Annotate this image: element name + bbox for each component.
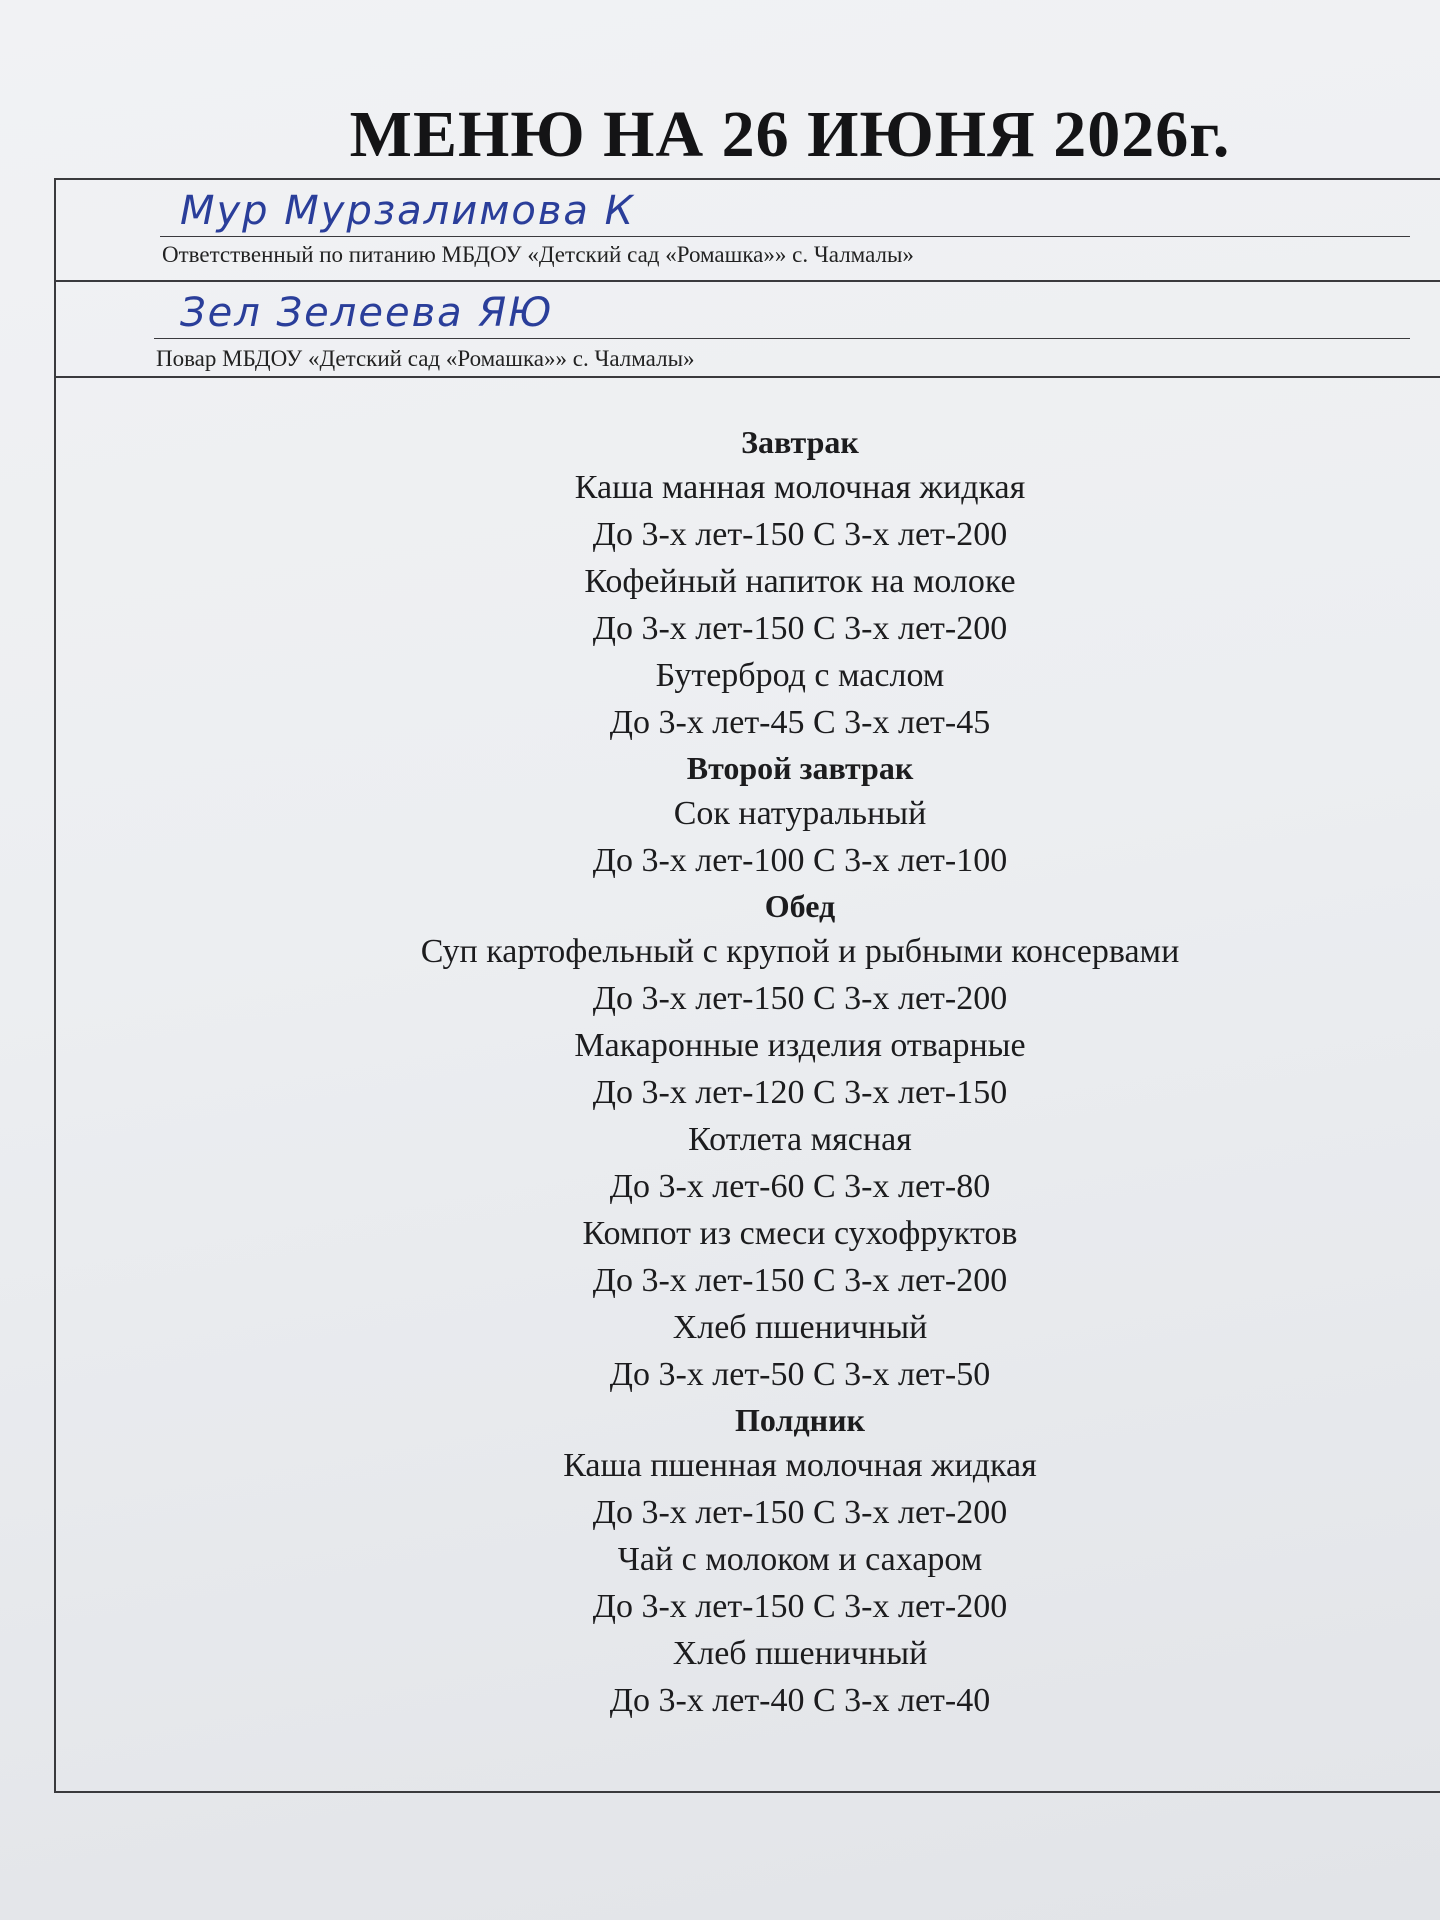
dish-name: Компот из смеси сухофруктов [582, 1215, 1018, 1252]
dish-portion: До 3-х лет-60 С 3-х лет-80 [609, 1168, 991, 1205]
meal-title: Обед [764, 888, 836, 924]
meal-title: Полдник [735, 1402, 865, 1438]
page-title: МЕНЮ НА 26 ИЮНЯ 2026г. [349, 98, 1231, 171]
dish-name: Каша манная молочная жидкая [574, 469, 1026, 506]
meal-title: Завтрак [741, 424, 859, 460]
dish-portion: До 3-х лет-150 С 3-х лет-200 [592, 1262, 1008, 1299]
signature-responsible-handwriting: Мур Мурзалимова К [180, 188, 636, 234]
dish-name: Хлеб пшеничный [672, 1309, 928, 1346]
signature-caption-responsible: Ответственный по питанию МБДОУ «Детский сад «Ромашка»» с. Чалмалы» [162, 242, 914, 267]
signature-cook-handwriting: Зел Зелеева ЯЮ [180, 290, 554, 336]
dish-portion: До 3-х лет-150 С 3-х лет-200 [592, 980, 1008, 1017]
dish-portion: До 3-х лет-50 С 3-х лет-50 [609, 1356, 991, 1393]
signature-line-responsible [160, 236, 1410, 237]
dish-name: Сок натуральный [673, 795, 927, 832]
dish-name: Каша пшенная молочная жидкая [563, 1447, 1037, 1484]
dish-portion: До 3-х лет-100 С 3-х лет-100 [592, 842, 1008, 879]
signature-caption-cook: Повар МБДОУ «Детский сад «Ромашка»» с. Чалмалы» [156, 346, 695, 371]
dish-portion: До 3-х лет-45 С 3-х лет-45 [609, 704, 991, 741]
dish-portion: До 3-х лет-40 С 3-х лет-40 [609, 1682, 991, 1719]
dish-name: Суп картофельный с крупой и рыбными консервами [420, 933, 1180, 970]
dish-portion: До 3-х лет-150 С 3-х лет-200 [592, 1494, 1008, 1531]
header-divider [54, 376, 1440, 378]
dish-portion: До 3-х лет-150 С 3-х лет-200 [592, 610, 1008, 647]
dish-name: Макаронные изделия отварные [574, 1027, 1026, 1064]
dish-name: Кофейный напиток на молоке [584, 563, 1016, 600]
dish-name: Котлета мясная [688, 1121, 912, 1158]
dish-name: Бутерброд с маслом [655, 657, 945, 694]
signature-divider [54, 280, 1440, 282]
dish-portion: До 3-х лет-150 С 3-х лет-200 [592, 1588, 1008, 1625]
menu-list [130, 420, 1440, 1724]
meal-title: Второй завтрак [686, 750, 914, 786]
dish-name: Чай с молоком и сахаром [617, 1541, 983, 1578]
dish-portion: До 3-х лет-120 С 3-х лет-150 [592, 1074, 1008, 1111]
signature-line-cook [154, 338, 1410, 339]
dish-name: Хлеб пшеничный [672, 1635, 928, 1672]
dish-portion: До 3-х лет-150 С 3-х лет-200 [592, 516, 1008, 553]
